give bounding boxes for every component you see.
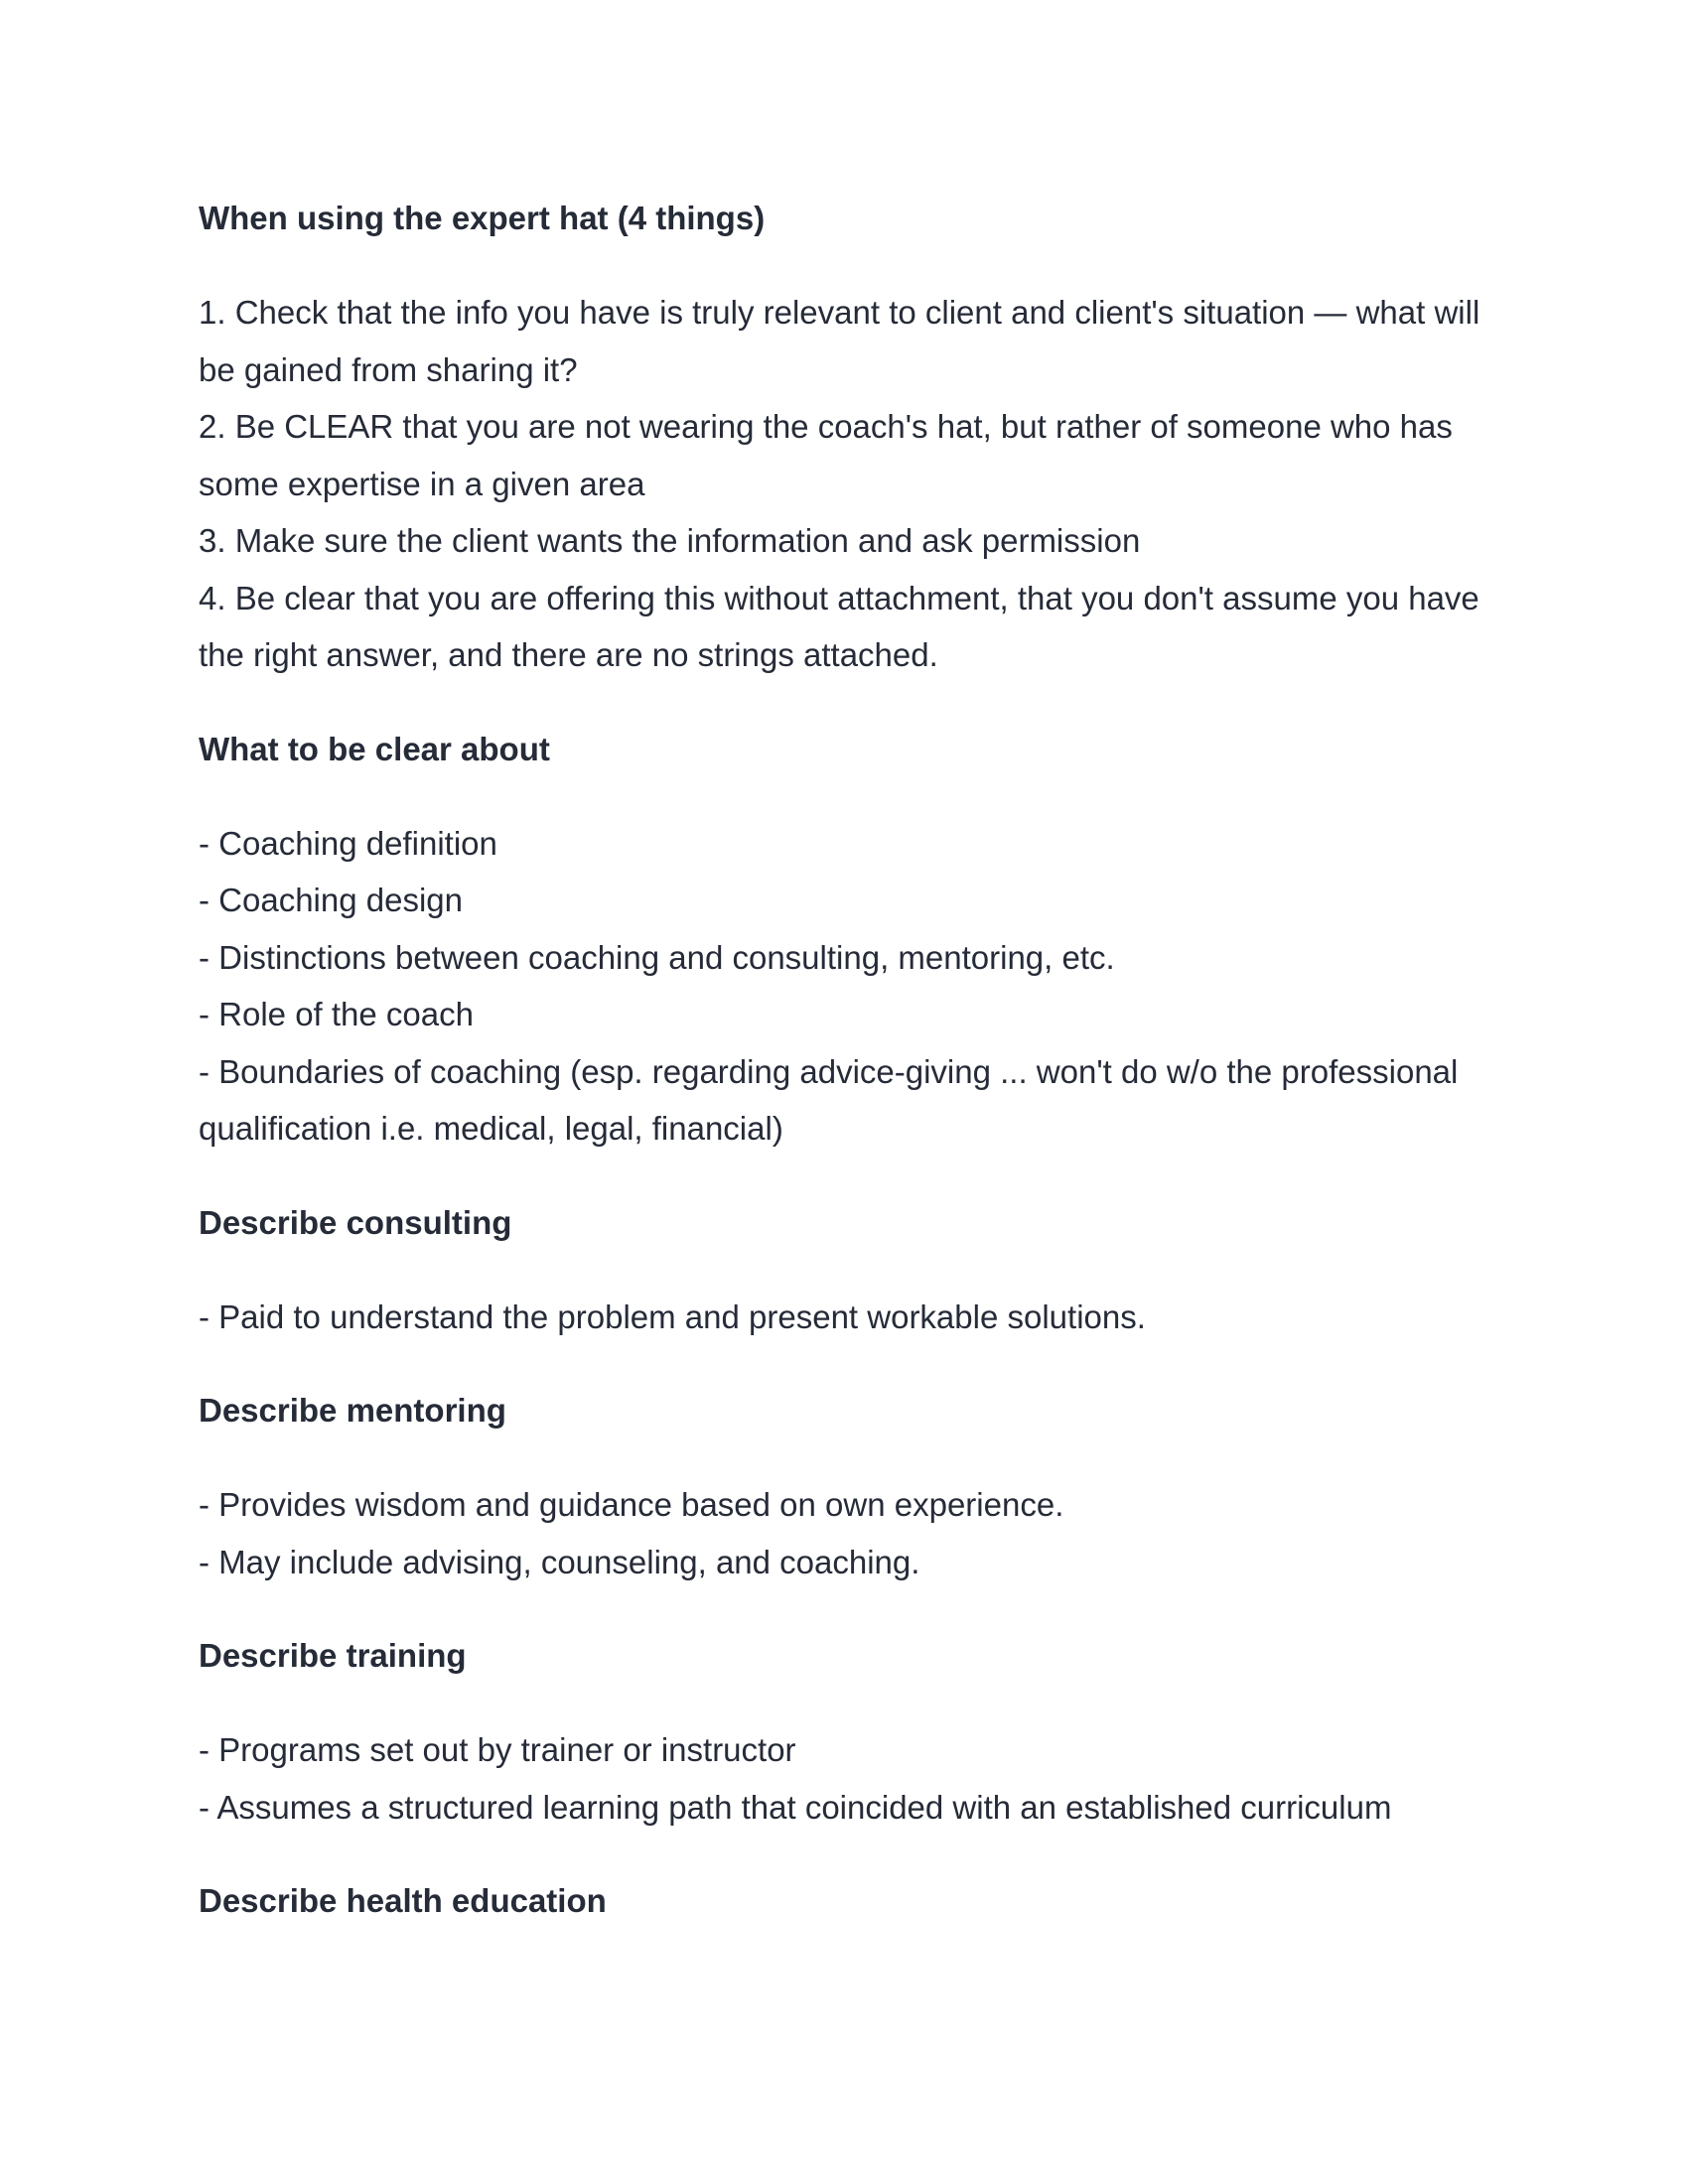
section-body-expert-hat [199, 284, 1489, 684]
list-item: - Coaching definition [199, 824, 497, 862]
list-item: 4. Be clear that you are offering this without attachment, that you don't assume you have the right answer, and there are no strings attached. [199, 579, 1479, 673]
section-body-describe-mentoring [199, 1476, 1489, 1590]
list-item: 3. Make sure the client wants the information and ask permission [199, 522, 1141, 559]
list-item: - Distinctions between coaching and consulting, mentoring, etc. [199, 938, 1115, 976]
section-heading-describe-training: Describe training [199, 1637, 467, 1674]
list-item: - Paid to understand the problem and present workable solutions. [199, 1297, 1146, 1335]
list-item: 2. Be CLEAR that you are not wearing the coach's hat, but rather of someone who has some expertise in a given area [199, 408, 1453, 502]
section-heading-expert-hat: When using the expert hat (4 things) [199, 200, 766, 236]
list-item: - May include advising, counseling, and coaching. [199, 1543, 920, 1580]
list-item: - Boundaries of coaching (esp. regarding advice-giving ... won't do w/o the professional qualification i.e. medical, legal, financial) [199, 1052, 1459, 1147]
section-heading-describe-health-education: Describe health education [199, 1882, 607, 1919]
section-body-describe-training [199, 1721, 1489, 1836]
section-body-what-to-be-clear-about [199, 815, 1489, 1158]
section-heading-describe-mentoring: Describe mentoring [199, 1392, 506, 1429]
list-item: - Coaching design [199, 882, 463, 918]
list-item: - Assumes a structured learning path that coincided with an established curriculum [199, 1788, 1392, 1826]
list-item: - Role of the coach [199, 996, 474, 1032]
document-page [199, 195, 1489, 1925]
list-item: - Programs set out by trainer or instructor [199, 1731, 796, 1768]
section-body-describe-consulting [199, 1289, 1489, 1346]
list-item: 1. Check that the info you have is truly relevant to client and client's situation — what will be gained from sharing it? [199, 294, 1480, 388]
list-item: - Provides wisdom and guidance based on own experience. [199, 1486, 1064, 1523]
section-heading-describe-consulting: Describe consulting [199, 1203, 512, 1241]
section-heading-what-to-be-clear-about: What to be clear about [199, 730, 550, 767]
